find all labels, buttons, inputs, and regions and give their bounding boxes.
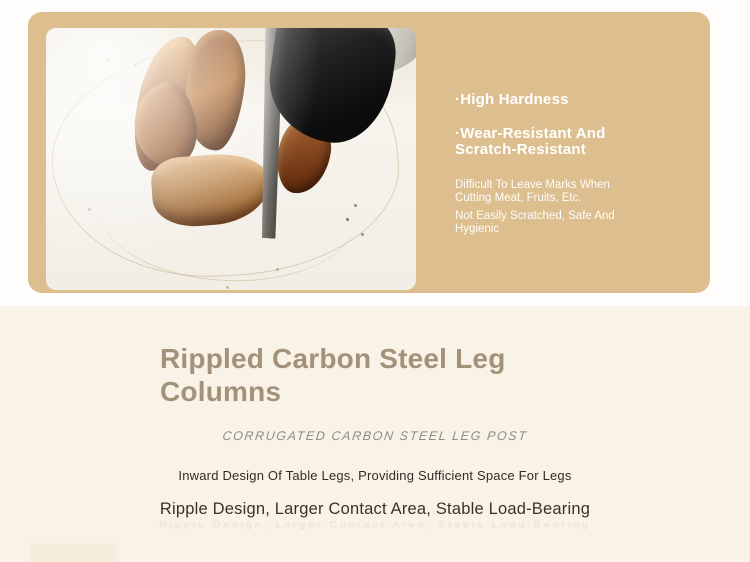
section-description: Inward Design Of Table Legs, Providing Sufficient Space For Legs bbox=[178, 468, 572, 483]
section-title: Rippled Carbon Steel Leg Columns bbox=[160, 343, 506, 407]
knife-cutting-meat-photo bbox=[46, 28, 416, 290]
next-section-peek bbox=[30, 543, 116, 562]
section-tagline: Ripple Design, Larger Contact Area, Stable Load-Bearing bbox=[159, 500, 591, 518]
leg-columns-section bbox=[0, 306, 750, 562]
feature-text-block bbox=[455, 92, 637, 235]
feature-note-scratched: Not Easily Scratched, Safe And Hygienic bbox=[455, 210, 615, 235]
crumb-specks bbox=[106, 58, 109, 61]
section-subtitle: CORRUGATED CARBON STEEL LEG POST bbox=[221, 429, 529, 443]
section-tagline-ghost: Ripple Design, Larger Contact Area, Stable Load-Bearing bbox=[159, 520, 591, 530]
feature-note-marks: Difficult To Leave Marks When Cutting Meat, Fruits, Etc. bbox=[455, 179, 610, 204]
feature-card bbox=[28, 12, 710, 293]
feature-bullet-hardness: ·High Hardness bbox=[455, 91, 569, 108]
feature-bullet-wear-resistant: ·Wear-Resistant And Scratch-Resistant bbox=[455, 125, 606, 158]
feature-notes bbox=[455, 179, 637, 235]
